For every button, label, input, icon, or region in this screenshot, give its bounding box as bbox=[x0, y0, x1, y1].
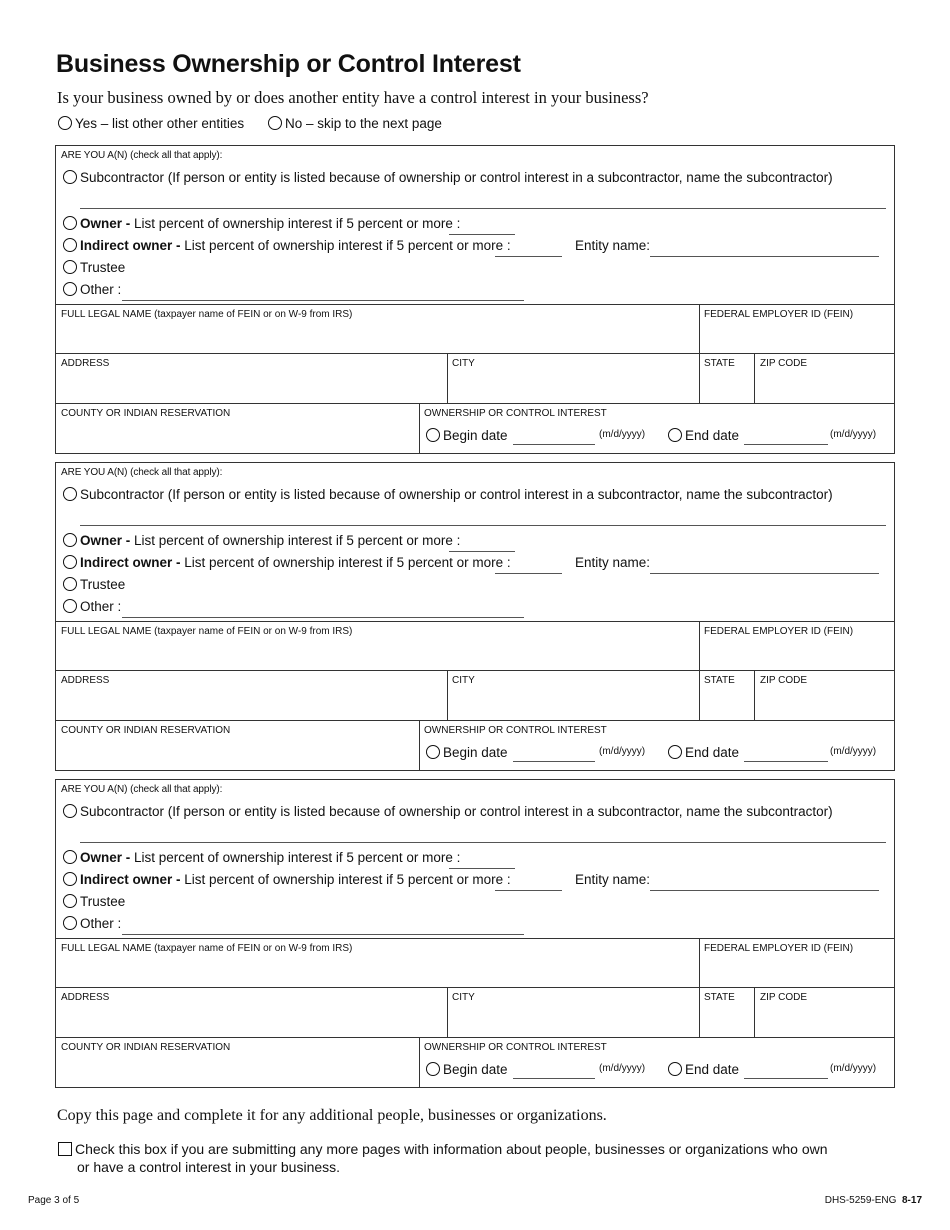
end-date-field[interactable] bbox=[744, 761, 828, 762]
trustee-option[interactable] bbox=[63, 577, 125, 592]
end-date-field[interactable] bbox=[744, 444, 828, 445]
county-label: COUNTY OR INDIAN RESERVATION bbox=[61, 725, 231, 736]
divider bbox=[754, 988, 755, 1037]
no-radio-option[interactable] bbox=[268, 116, 442, 131]
begin-date-field[interactable] bbox=[513, 761, 595, 762]
zip-label: ZIP CODE bbox=[760, 358, 808, 369]
ownership-interest-label: OWNERSHIP OR CONTROL INTEREST bbox=[424, 725, 607, 736]
divider bbox=[754, 354, 755, 403]
more-pages-checkbox-option[interactable] bbox=[58, 1140, 888, 1176]
owner-label: List percent of ownership interest if 5 percent or more : bbox=[134, 216, 461, 231]
owner-percent-field[interactable] bbox=[449, 868, 515, 869]
indirect-percent-field[interactable] bbox=[495, 573, 562, 574]
ownership-interest-label: OWNERSHIP OR CONTROL INTEREST bbox=[424, 1042, 607, 1053]
other-option[interactable] bbox=[63, 916, 121, 931]
end-date-field[interactable] bbox=[744, 1078, 828, 1079]
zip-label: ZIP CODE bbox=[760, 992, 808, 1003]
other-option[interactable] bbox=[63, 282, 121, 297]
fein-label: FEDERAL EMPLOYER ID (FEIN) bbox=[704, 943, 854, 954]
indirect-label: List percent of ownership interest if 5 percent or more : bbox=[184, 872, 511, 887]
radio-circle-icon[interactable] bbox=[63, 282, 77, 296]
state-label: STATE bbox=[704, 675, 735, 686]
full-legal-name-label: FULL LEGAL NAME (taxpayer name of FEIN or on W-9 from IRS) bbox=[61, 309, 353, 320]
page-title: Business Ownership or Control Interest bbox=[56, 50, 521, 78]
entity-block bbox=[55, 145, 895, 454]
radio-circle-icon[interactable] bbox=[668, 1062, 682, 1076]
no-label: No – skip to the next page bbox=[285, 116, 442, 131]
subcontractor-label: Subcontractor (If person or entity is listed because of ownership or control interest in a subcontractor, name the subcontractor) bbox=[80, 170, 833, 185]
divider bbox=[447, 671, 448, 720]
indirect-percent-field[interactable] bbox=[495, 890, 562, 891]
radio-circle-icon[interactable] bbox=[63, 555, 77, 569]
divider bbox=[419, 720, 420, 770]
owner-bold-label: Owner - bbox=[80, 216, 135, 231]
entity-name-field[interactable] bbox=[650, 573, 879, 574]
full-legal-name-label: FULL LEGAL NAME (taxpayer name of FEIN or on W-9 from IRS) bbox=[61, 943, 353, 954]
other-label: Other : bbox=[80, 916, 122, 931]
page-number: Page 3 of 5 bbox=[28, 1195, 80, 1206]
entity-block bbox=[55, 779, 895, 1088]
other-label: Other : bbox=[80, 282, 122, 297]
radio-circle-icon[interactable] bbox=[63, 916, 77, 930]
divider bbox=[56, 670, 894, 671]
end-date-hint: (m/d/yyyy) bbox=[830, 429, 877, 440]
entity-name-label: Entity name: bbox=[575, 238, 651, 253]
entity-name-field[interactable] bbox=[650, 256, 879, 257]
begin-date-hint: (m/d/yyyy) bbox=[599, 746, 646, 757]
radio-circle-icon[interactable] bbox=[63, 804, 77, 818]
indirect-owner-option[interactable] bbox=[63, 872, 511, 887]
radio-circle-icon[interactable] bbox=[426, 745, 440, 759]
radio-circle-icon[interactable] bbox=[63, 599, 77, 613]
form-version: 8-17 bbox=[901, 1195, 922, 1206]
radio-circle-icon[interactable] bbox=[63, 850, 77, 864]
trustee-option[interactable] bbox=[63, 894, 125, 909]
trustee-label: Trustee bbox=[80, 260, 126, 275]
entity-block bbox=[55, 462, 895, 771]
radio-circle-icon[interactable] bbox=[63, 577, 77, 591]
begin-date-label: Begin date bbox=[443, 1062, 508, 1077]
begin-date-option[interactable] bbox=[426, 745, 508, 760]
address-label: ADDRESS bbox=[61, 992, 110, 1003]
divider bbox=[56, 353, 894, 354]
owner-label: List percent of ownership interest if 5 percent or more : bbox=[134, 850, 461, 865]
owner-bold-label: Owner - bbox=[80, 850, 135, 865]
county-label: COUNTY OR INDIAN RESERVATION bbox=[61, 408, 231, 419]
radio-circle-icon[interactable] bbox=[426, 1062, 440, 1076]
checkbox-text-line1: Check this box if you are submitting any more pages with information about people, businesses or organizations who own bbox=[75, 1141, 828, 1157]
are-you-label: ARE YOU A(N) (check all that apply): bbox=[61, 467, 223, 478]
city-label: CITY bbox=[452, 675, 475, 686]
city-label: CITY bbox=[452, 358, 475, 369]
owner-option[interactable] bbox=[63, 216, 460, 231]
fein-label: FEDERAL EMPLOYER ID (FEIN) bbox=[704, 626, 854, 637]
begin-date-option[interactable] bbox=[426, 428, 508, 443]
radio-circle-icon[interactable] bbox=[58, 116, 72, 130]
divider bbox=[447, 988, 448, 1037]
owner-label: List percent of ownership interest if 5 percent or more : bbox=[134, 533, 461, 548]
radio-circle-icon[interactable] bbox=[63, 170, 77, 184]
state-label: STATE bbox=[704, 358, 735, 369]
county-label: COUNTY OR INDIAN RESERVATION bbox=[61, 1042, 231, 1053]
divider bbox=[56, 1037, 894, 1038]
subcontractor-option[interactable] bbox=[63, 804, 833, 819]
radio-circle-icon[interactable] bbox=[668, 428, 682, 442]
end-date-option[interactable] bbox=[668, 1062, 739, 1077]
form-id bbox=[825, 1195, 922, 1206]
radio-circle-icon[interactable] bbox=[426, 428, 440, 442]
radio-circle-icon[interactable] bbox=[63, 487, 77, 501]
indirect-percent-field[interactable] bbox=[495, 256, 562, 257]
owner-percent-field[interactable] bbox=[449, 234, 515, 235]
begin-date-field[interactable] bbox=[513, 444, 595, 445]
zip-label: ZIP CODE bbox=[760, 675, 808, 686]
begin-date-field[interactable] bbox=[513, 1078, 595, 1079]
owner-bold-label: Owner - bbox=[80, 533, 135, 548]
are-you-label: ARE YOU A(N) (check all that apply): bbox=[61, 784, 223, 795]
address-label: ADDRESS bbox=[61, 675, 110, 686]
state-label: STATE bbox=[704, 992, 735, 1003]
divider bbox=[699, 988, 700, 1037]
subcontractor-label: Subcontractor (If person or entity is listed because of ownership or control interest in a subcontractor, name the subcontractor) bbox=[80, 804, 833, 819]
copy-note: Copy this page and complete it for any additional people, businesses or organizations. bbox=[57, 1107, 607, 1124]
divider bbox=[699, 671, 700, 720]
yes-label: Yes – list other other entities bbox=[75, 116, 245, 131]
address-label: ADDRESS bbox=[61, 358, 110, 369]
owner-option[interactable] bbox=[63, 533, 460, 548]
other-label: Other : bbox=[80, 599, 122, 614]
subcontractor-name-field[interactable] bbox=[80, 842, 886, 843]
end-date-hint: (m/d/yyyy) bbox=[830, 1063, 877, 1074]
divider bbox=[699, 621, 700, 671]
owner-option[interactable] bbox=[63, 850, 460, 865]
divider bbox=[699, 938, 700, 988]
owner-percent-field[interactable] bbox=[449, 551, 515, 552]
radio-circle-icon[interactable] bbox=[63, 894, 77, 908]
radio-circle-icon[interactable] bbox=[63, 533, 77, 547]
divider bbox=[56, 304, 894, 305]
divider bbox=[56, 938, 894, 939]
checkbox-text-line2: or have a control interest in your business. bbox=[77, 1159, 341, 1175]
subcontractor-label: Subcontractor (If person or entity is listed because of ownership or control interest in a subcontractor, name the subcontractor) bbox=[80, 487, 833, 502]
other-option[interactable] bbox=[63, 599, 121, 614]
indirect-label: List percent of ownership interest if 5 percent or more : bbox=[184, 238, 511, 253]
begin-date-label: Begin date bbox=[443, 745, 508, 760]
trustee-label: Trustee bbox=[80, 577, 126, 592]
fein-label: FEDERAL EMPLOYER ID (FEIN) bbox=[704, 309, 854, 320]
end-date-option[interactable] bbox=[668, 428, 739, 443]
subcontractor-name-field[interactable] bbox=[80, 525, 886, 526]
entity-name-label: Entity name: bbox=[575, 872, 651, 887]
divider bbox=[419, 1037, 420, 1087]
trustee-option[interactable] bbox=[63, 260, 125, 275]
divider bbox=[699, 304, 700, 354]
ownership-question: Is your business owned by or does another entity have a control interest in your business? bbox=[57, 88, 649, 107]
subcontractor-name-field[interactable] bbox=[80, 208, 886, 209]
begin-date-hint: (m/d/yyyy) bbox=[599, 429, 646, 440]
end-date-option[interactable] bbox=[668, 745, 739, 760]
ownership-interest-label: OWNERSHIP OR CONTROL INTEREST bbox=[424, 408, 607, 419]
city-label: CITY bbox=[452, 992, 475, 1003]
begin-date-hint: (m/d/yyyy) bbox=[599, 1063, 646, 1074]
entity-name-label: Entity name: bbox=[575, 555, 651, 570]
divider bbox=[754, 671, 755, 720]
indirect-bold-label: Indirect owner - bbox=[80, 238, 185, 253]
divider bbox=[56, 720, 894, 721]
indirect-owner-option[interactable] bbox=[63, 238, 511, 253]
divider bbox=[447, 354, 448, 403]
radio-circle-icon[interactable] bbox=[668, 745, 682, 759]
end-date-label: End date bbox=[685, 428, 740, 443]
yes-radio-option[interactable] bbox=[58, 116, 244, 131]
divider bbox=[56, 621, 894, 622]
other-field[interactable] bbox=[122, 300, 524, 301]
other-field[interactable] bbox=[122, 617, 524, 618]
checkbox-icon[interactable] bbox=[58, 1142, 72, 1156]
subcontractor-option[interactable] bbox=[63, 170, 833, 185]
end-date-label: End date bbox=[685, 1062, 740, 1077]
indirect-owner-option[interactable] bbox=[63, 555, 511, 570]
are-you-label: ARE YOU A(N) (check all that apply): bbox=[61, 150, 223, 161]
subcontractor-option[interactable] bbox=[63, 487, 833, 502]
begin-date-option[interactable] bbox=[426, 1062, 508, 1077]
radio-circle-icon[interactable] bbox=[63, 216, 77, 230]
divider bbox=[699, 354, 700, 403]
end-date-hint: (m/d/yyyy) bbox=[830, 746, 877, 757]
entity-name-field[interactable] bbox=[650, 890, 879, 891]
begin-date-label: Begin date bbox=[443, 428, 508, 443]
divider bbox=[56, 403, 894, 404]
radio-circle-icon[interactable] bbox=[268, 116, 282, 130]
radio-circle-icon[interactable] bbox=[63, 238, 77, 252]
divider bbox=[419, 403, 420, 453]
radio-circle-icon[interactable] bbox=[63, 260, 77, 274]
end-date-label: End date bbox=[685, 745, 740, 760]
radio-circle-icon[interactable] bbox=[63, 872, 77, 886]
trustee-label: Trustee bbox=[80, 894, 126, 909]
indirect-bold-label: Indirect owner - bbox=[80, 555, 185, 570]
form-id-code: DHS-5259-ENG bbox=[824, 1195, 897, 1206]
indirect-label: List percent of ownership interest if 5 percent or more : bbox=[184, 555, 511, 570]
full-legal-name-label: FULL LEGAL NAME (taxpayer name of FEIN or on W-9 from IRS) bbox=[61, 626, 353, 637]
divider bbox=[56, 987, 894, 988]
indirect-bold-label: Indirect owner - bbox=[80, 872, 185, 887]
other-field[interactable] bbox=[122, 934, 524, 935]
